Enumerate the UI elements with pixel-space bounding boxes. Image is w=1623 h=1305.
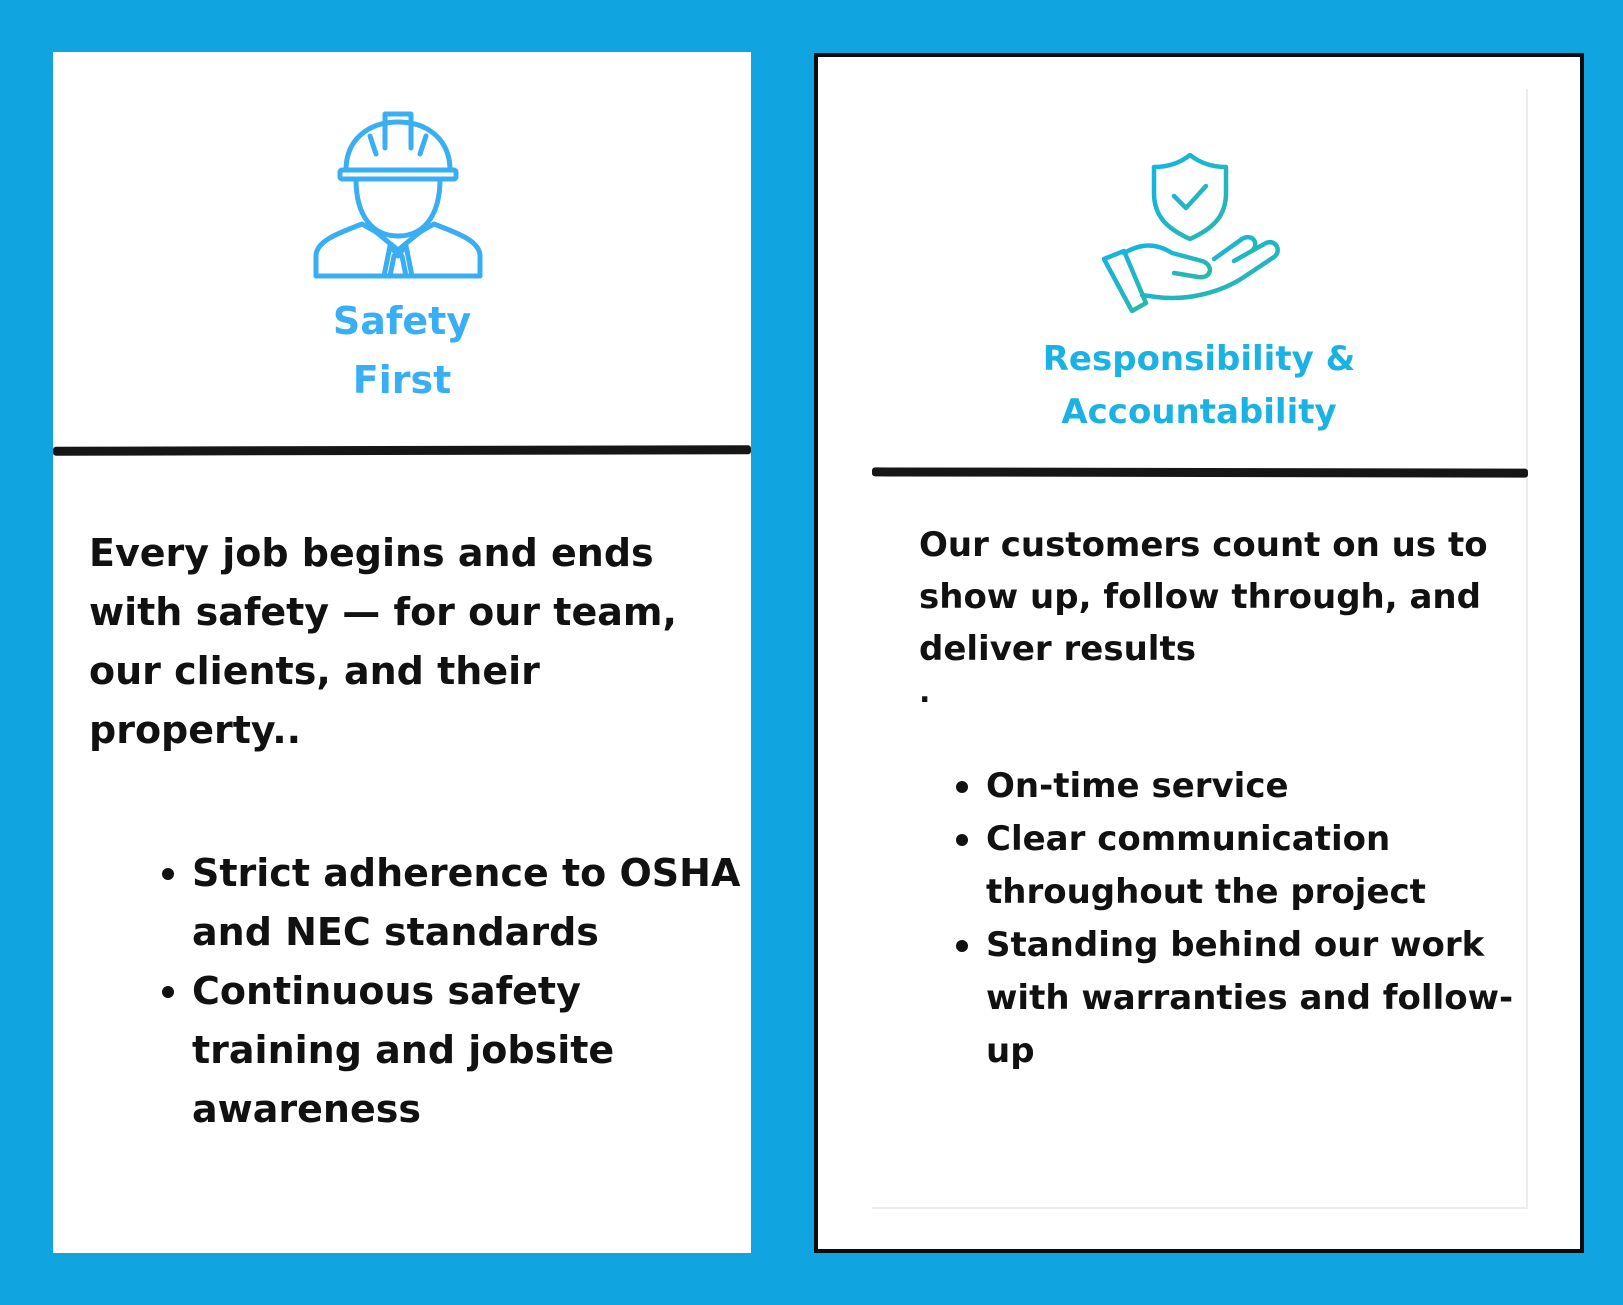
shield-check-hand-icon — [1102, 153, 1282, 313]
card-title — [53, 292, 751, 410]
card-title-line-1: Safety — [332, 299, 472, 343]
list-item: Clear communication throughout the project — [954, 813, 1514, 919]
responsibility-accountability-card — [814, 53, 1584, 1253]
card-title-line-2: Accountability — [1061, 392, 1337, 432]
bullet-list — [160, 844, 760, 1139]
card-title-line-2: First — [352, 358, 452, 402]
bullet-list — [954, 760, 1514, 1078]
card-intro-text: Our customers count on us to show up, follow through, and deliver results — [919, 525, 1488, 669]
card-title-line-1: Responsibility & — [1042, 339, 1356, 379]
card-title — [818, 333, 1580, 439]
section-divider — [872, 467, 1528, 477]
list-item: Standing behind our work with warranties and follow-up — [954, 919, 1514, 1078]
safety-first-card — [53, 52, 751, 1253]
list-item: Continuous safety training and jobsite awareness — [160, 962, 760, 1139]
card-intro-text: Every job begins and ends with safety — for our team, our clients, and their property.. — [89, 531, 677, 752]
section-divider — [53, 445, 751, 455]
construction-worker-hardhat-icon — [312, 110, 492, 288]
stray-period: . — [919, 675, 931, 710]
list-item: Strict adherence to OSHA and NEC standards — [160, 844, 760, 962]
list-item: On-time service — [954, 760, 1514, 813]
